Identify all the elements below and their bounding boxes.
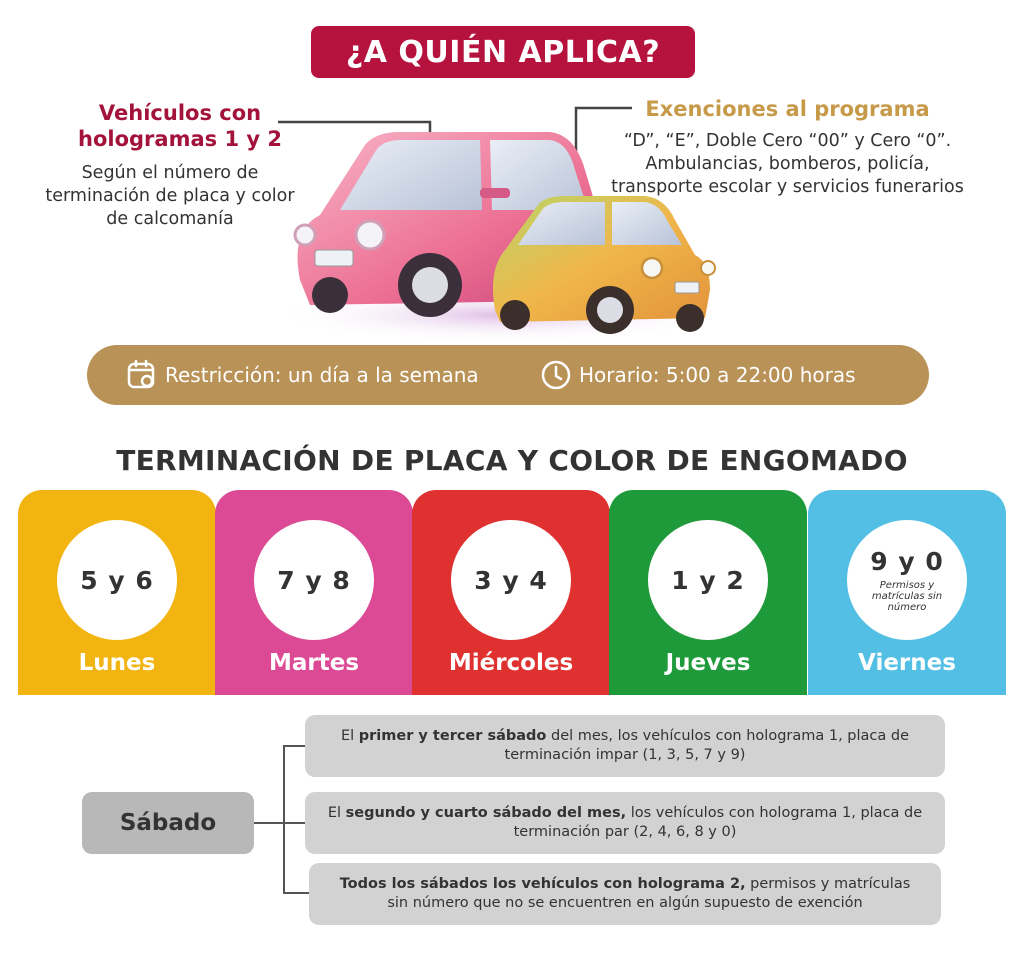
day-name: Martes [268,650,360,676]
saturday-rule-1 [305,715,945,777]
plate-numbers: 1 y 2 [671,565,745,595]
applies-description: Según el número de terminación de placa y color de calcomanía [45,163,295,229]
day-name: Viernes [858,650,956,676]
exemptions-heading: Exenciones al programa [645,97,930,121]
plate-numbers: 9 y 0 [870,547,944,576]
saturday-rule-text: El segundo y cuarto sábado del mes, los vehículos con holograma 1, placa de terminación par (2, 4, 6, 8 y 0) [327,805,923,840]
plate-note: Permisos y matrículas sin número [871,580,943,613]
page-title: ¿A QUIÉN APLICA? [311,26,695,78]
applies-heading: Vehículos con hologramas 1 y 2 [78,101,282,151]
exemptions-description: “D”, “E”, Doble Cero “00” y Cero “0”. Ambulancias, bomberos, policía, transporte escolar y servicios funerarios [611,131,964,197]
plate-numbers: 3 y 4 [474,565,548,595]
day-name: Jueves [665,650,751,676]
section-title: TERMINACIÓN DE PLACA Y COLOR DE ENGOMADO [116,444,908,477]
saturday-rule-text: Todos los sábados los vehículos con holograma 2, permisos y matrículas sin número que no se encuentren en algún supuesto de exención [339,876,911,911]
saturday-label: Sábado [82,792,254,854]
restriction-text: Restricción: un día a la semana [165,363,479,387]
day-name: Miércoles [448,650,574,676]
plate-numbers: 7 y 8 [277,565,351,595]
plate-numbers: 5 y 6 [80,565,154,595]
day-name: Lunes [78,650,156,676]
schedule-text: Horario: 5:00 a 22:00 horas [579,363,856,387]
saturday-rule-2 [305,792,945,854]
saturday-rule-3 [309,863,941,925]
saturday-rule-text: El primer y tercer sábado del mes, los vehículos con holograma 1, placa de terminación impar (1, 3, 5, 7 y 9) [340,728,910,763]
